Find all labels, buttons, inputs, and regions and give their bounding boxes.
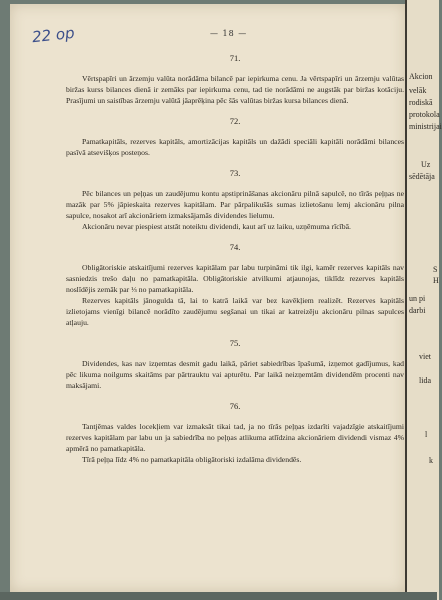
facing-fragment: darbi xyxy=(409,306,426,315)
section-paragraph: Akcionāru nevar piespiest atstāt noteiktu dividendi, kaut arī uz laiku, uzņēmuma rīcībā. xyxy=(82,222,351,231)
handwritten-note: 22 op xyxy=(31,23,76,47)
section-paragraph: Pamatkapitāls, rezerves kapitāls, amortizācijas kapitāls un dažādi speciāli kapitāli norādāmi bilances pasīvā atsevišķos posteņos. xyxy=(66,137,404,157)
section-paragraph: Vērtspapīri un ārzemju valūta norādāma bilancē par iepirkuma cenu. Ja vērtspapīri un ārzemju valūtas biržas kurss bilances dienā ir zemāks par iepirkuma cenu, tad tie norādāmi ne augstāk par biržas kotāciju. Prasījumi un saistības ārzemju valūtā jāaprēķina pēc šās valūtas biržas kursa bilances dienā. xyxy=(66,74,404,105)
section-74 xyxy=(66,242,404,328)
scan-bottom-edge xyxy=(0,592,437,600)
section-75 xyxy=(66,338,404,391)
facing-fragment: Uz xyxy=(421,160,431,169)
section-number: 75. xyxy=(229,338,241,348)
section-paragraph: Tīrā peļņa līdz 4% no pamatkapitāla obligātoriski izdalāma dividendēs. xyxy=(82,455,302,464)
section-number: 74. xyxy=(229,242,241,252)
facing-fragment: protokola xyxy=(409,110,440,119)
facing-fragment: viet xyxy=(419,352,431,361)
section-paragraph: Obligātoriskie atskaitījumi rezerves kapitālam par labu turpināmi tik ilgi, kamēr rezerves kapitāls nav sasniedzis trešo daļu no pamatkapitāla. Obligātoriskie atvilkumi atjaunojas, tiklīdz rezerves kapitāls noslīdējis zemāk par ⅓ no pamatkapitāla. xyxy=(66,263,404,294)
section-number: 72. xyxy=(229,116,241,126)
facing-fragment: lida xyxy=(419,376,431,385)
facing-fragment: velāk xyxy=(409,86,427,95)
facing-fragment: k xyxy=(429,456,433,465)
page-number: — 18 — xyxy=(210,29,248,38)
section-paragraph: Pēc bilances un peļņas un zaudējumu kontu apstiprināšanas akcionāru pilnā sapulcē, no tīrās peļņas ne mazāk par 5% jāpieskaita rezerves kapitālam. Par pārpalikušās sumas izlietošanu lemj akcionāru pilna sapulce, nosakot arī akcionāriem izmaksājamās dividendes lielumu. xyxy=(66,189,404,220)
section-73 xyxy=(66,168,404,232)
section-number: 73. xyxy=(229,168,241,178)
facing-fragment: sēdētāja xyxy=(409,172,435,181)
section-76 xyxy=(66,401,404,465)
section-paragraph: Rezerves kapitāls jānogulda tā, lai to katrā laikā var bez kavēkļiem realizēt. Rezerves kapitāls izlietojams vienīgi bilancē norādīto zaudējumu segšanai un tikai ar katreizēju akcionāru pilnas sapulces atļauju. xyxy=(66,296,404,327)
section-71 xyxy=(66,53,404,106)
facing-fragment: un pi xyxy=(409,294,426,303)
facing-fragment: l xyxy=(425,430,428,439)
facing-page-edge xyxy=(405,0,442,600)
facing-fragment: Akcion xyxy=(409,72,433,81)
facing-fragment: ministrijai xyxy=(409,122,442,131)
section-72 xyxy=(66,116,404,158)
section-paragraph: Dividendes, kas nav izņemtas desmit gadu laikā, pāriet sabiedrības īpašumā, izņemot gadījumus, kad pēc likuma noilgums skaitāms par pārtrauktu vai apturētu. Par laikā neizņemtām dividendēm procenti nav maksājami. xyxy=(66,359,404,390)
facing-fragment: rodiskā xyxy=(409,98,433,107)
facing-fragment: H xyxy=(433,276,439,285)
section-number: 71. xyxy=(229,53,241,63)
section-paragraph: Tantjēmas valdes locekļiem var izmaksāt tikai tad, ja no tīrās peļņas izdarīti vajadzīgie atskaitījumi rezerves kapitālam par labu un ja sabiedrība no peļņas atlikuma atlīdzina akcionāriem dividendi vismaz 4% apmērā no pamatkapitāla. xyxy=(66,422,404,453)
section-number: 76. xyxy=(229,401,241,411)
document-body xyxy=(66,53,404,475)
facing-fragment: S xyxy=(433,265,438,274)
